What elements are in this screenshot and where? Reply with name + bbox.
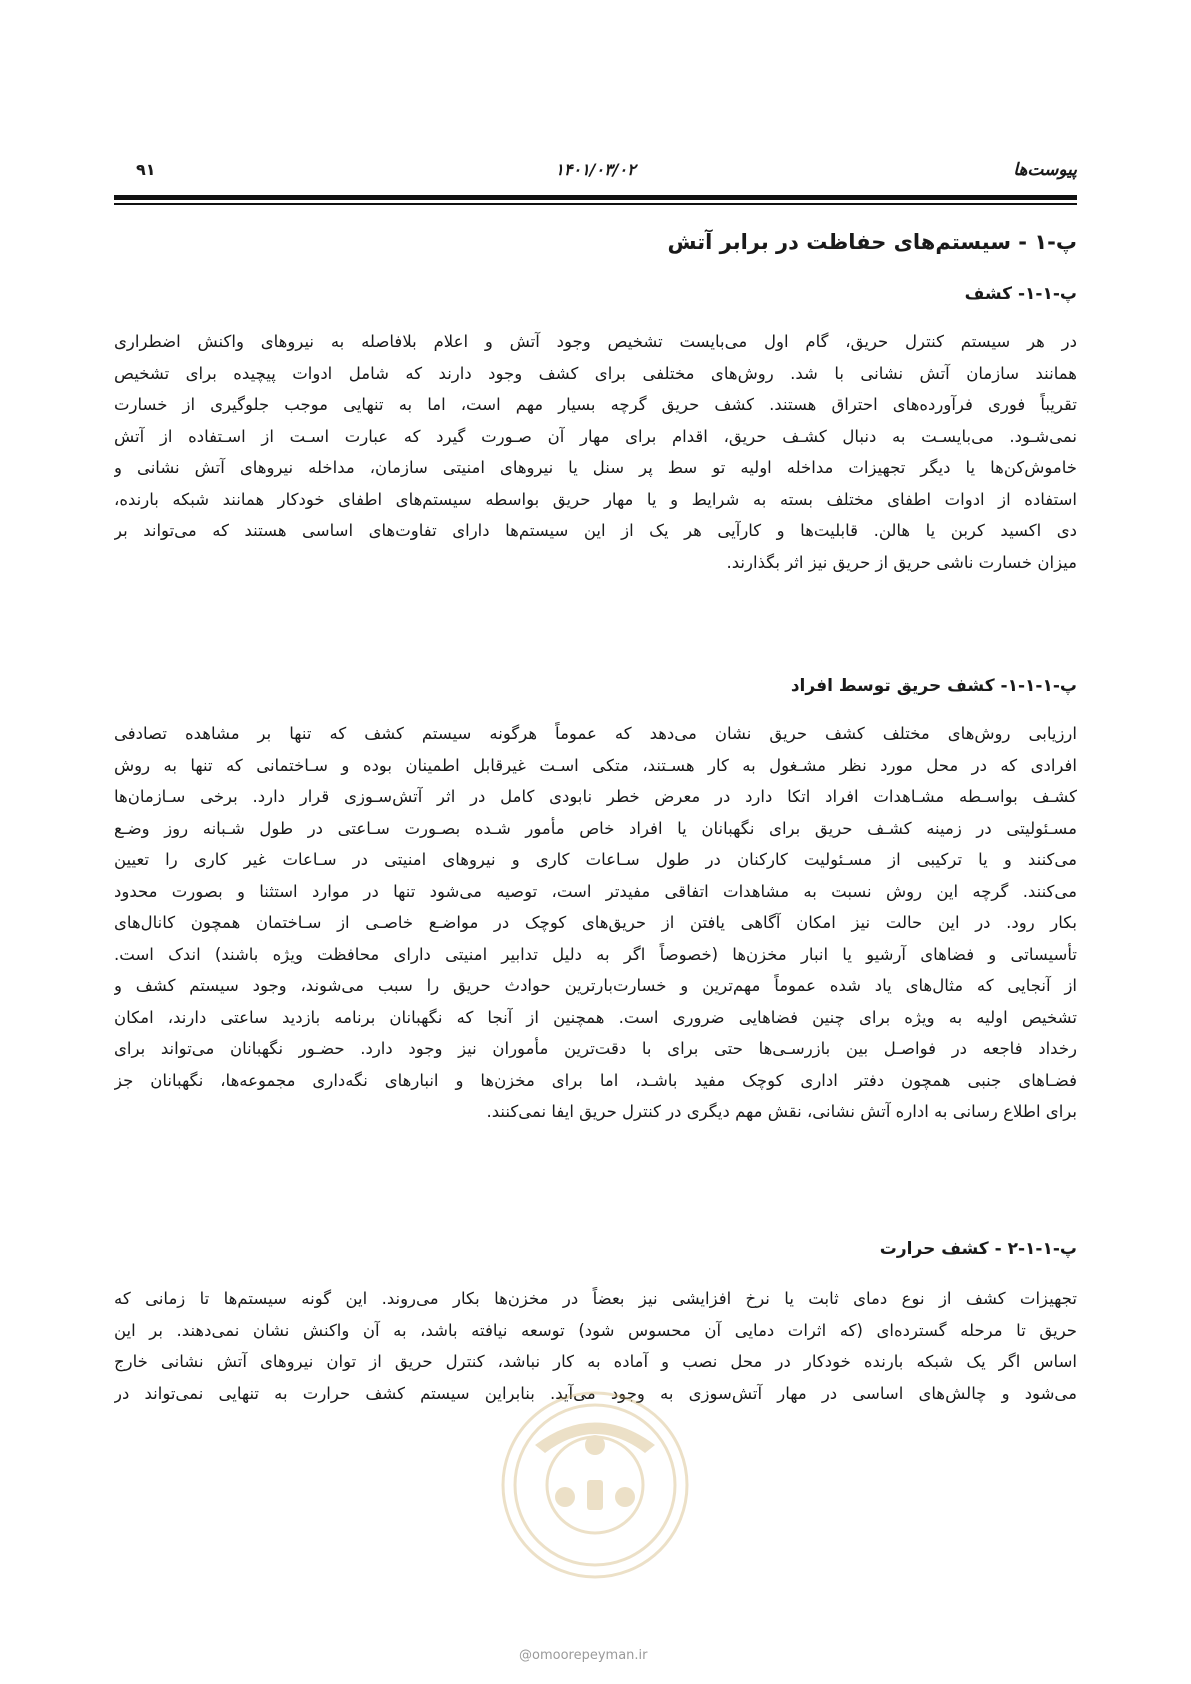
text-line: بکار رود. در این حالت نیز امکان آگاهی یافتن از حریق‌های کوچک در مواضـع خاصـی از سـاختمان همچون کانال‌های <box>114 913 1077 932</box>
text-line: کشـف بواسـطه مشـاهدات افراد اتکا دارد در معرض خطر نابودی کامل در اثر آتش‌سـوزی قرار دارد. برخی سـازمان‌ها <box>114 787 1077 806</box>
text-line: فضـاهای جنبی همچون دفتر اداری کوچک مفید باشـد، اما برای مخزن‌ها و انبارهای نگه‌داری مجموعه‌ها، نگهبانان جز <box>114 1070 1077 1090</box>
text-line: تشخیص اولیه به ویژه برای چنین فضاهایی ضروری است. همچنین از آنجا که نگهبانان برنامه بازدید ساعتی دارند، امکان <box>114 1007 1077 1027</box>
text-line: می‌شود و چالش‌های اساسی در مهار آتش‌سوزی به وجود می‌آید. بنابراین سیستم کشف حرارت به تنهایی نمی‌تواند در <box>114 1383 1077 1403</box>
text-line: تأسیساتی و فضاهای آرشیو یا انبار مخزن‌ها (خصوصاً اگر به دلیل تدابیر امنیتی دارای محافظت ویژه باشند) اندک است. <box>114 944 1077 964</box>
text-line: برای اطلاع رسانی به اداره آتش نشانی، نقش مهم دیگری در کنترل حریق ایفا نمی‌کنند. <box>486 1102 1077 1121</box>
paragraph-detection <box>114 326 1077 578</box>
subsection-heading-heat-detection: پ-۱-۱-۲ - کشف حرارت <box>879 1239 1077 1259</box>
page-number: ۹۱ <box>136 160 156 179</box>
header-date: ۱۴۰۱/۰۳/۰۲ <box>555 160 636 179</box>
text-line: می‌کنند. گرچه این روش نسبت به مشاهدات اتفاقی مفیدتر است، توصیه می‌شود تنها در موارد استثنا و بصورت محدود <box>114 881 1077 901</box>
subsection-heading-detection-by-people: پ-۱-۱-۱- کشف حریق توسط افراد <box>790 676 1077 696</box>
subsection-heading-detection: پ-۱-۱- کشف <box>964 284 1077 304</box>
page-header <box>114 160 1077 182</box>
text-line: دی اکسید کربن یا هالن. قابلیت‌ها و کارآیی هر یک از این سیستم‌ها دارای تفاوت‌های اساسی هستند که می‌تواند بر <box>114 521 1077 540</box>
paragraph-detection-by-people <box>114 718 1077 1128</box>
text-line: ارزیابی روش‌های مختلف کشف حریق نشان می‌دهد که عموماً هرگونه سیستم کشف که تنها بر مشاهده تصادفی <box>114 724 1077 743</box>
header-rule-thin <box>114 203 1077 205</box>
text-line: در هر سیستم کنترل حریق، گام اول می‌بایست تشخیص وجود آتش و اعلام بلافاصله به نیروهای واکنش اضطراری <box>114 332 1077 351</box>
header-section-title: پیوست‌ها <box>1013 160 1077 180</box>
text-line: می‌کنند و یا ترکیبی از مسـئولیت کارکنان در طول سـاعات کاری و نیروهای امنیتی در سـاعات غیر کاری را تعیین <box>114 850 1077 869</box>
omoore-peyman-seal-logo-icon <box>495 1385 695 1585</box>
text-line: همانند سازمان آتش نشانی با شد. روش‌های مختلفی برای کشف وجود دارند که شامل ادوات پیچیده برای تشخیص <box>114 363 1077 383</box>
text-line: مسـئولیتی در زمینه کشـف حریق برای نگهبانان یا افراد خاص مأمور شـده بصـورت سـاعتی در طول شـبانه روز وضـع <box>114 818 1077 838</box>
text-line: اساس اگر یک شبکه بارنده خودکار در محل نصب و آماده به کار نباشد، کنترل حریق از توان نیروهای آتش نشانی خارج <box>114 1352 1077 1371</box>
text-line: خاموش‌کن‌ها یا دیگر تجهیزات مداخله اولیه تو سط پر سنل یا نیروهای امنیتی سازمان، مداخله نیروهای آتش نشانی و <box>114 458 1077 477</box>
text-line: استفاده از ادوات اطفای مختلف بسته به شرایط و یا مهار حریق بواسطه سیستم‌های اطفای خودکار همانند شبکه بارنده، <box>114 489 1077 509</box>
text-line: میزان خسارت ناشی حریق از حریق نیز اثر بگذارند. <box>726 552 1077 572</box>
header-rule-thick <box>114 195 1077 200</box>
section-title: پ-۱ - سیستم‌های حفاظت در برابر آتش <box>667 230 1077 254</box>
text-line: از آنجایی که مثال‌های یاد شده عموماً مهم‌ترین و خسارت‌بارترین حوادث حریق را سبب می‌شوند، وجود سیستم کشف و <box>114 976 1077 995</box>
text-line: رخداد فاجعه در فواصـل بین بازرسـی‌ها حتی برای با دقت‌ترین مأموران نیز وجود دارد. حضـور نگهبانان می‌تواند برای <box>114 1039 1077 1058</box>
watermark-url: @omoorepeyman.ir <box>519 1648 648 1663</box>
text-line: افرادی که در محل مورد نظر مشـغول به کار هسـتند، متکی اسـت غیرقابل اطمینان بوده و سـاختمانی که تنها به روش <box>114 755 1077 775</box>
text-line: تقریباً فوری فرآورده‌های احتراق هستند. کشف حریق گرچه بسیار مهم است، اما به تنهایی موجب جلوگیری از خسارت <box>114 395 1077 414</box>
text-line: تجهیزات کشف از نوع دمای ثابت یا نرخ افزایشی نیز بعضاً در مخزن‌ها بکار می‌روند. این گونه سیستم‌ها تا زمانی که <box>114 1289 1077 1308</box>
text-line: نمی‌شـود. می‌بایسـت به دنبال کشـف حریق، اقدام برای مهار آن صـورت گیرد که عبارت اسـت از اسـتفاده از آتش <box>114 426 1077 446</box>
text-line: حریق تا مرحله گسترده‌ای (که اثرات دمایی آن محسوس شود) توسعه نیافته باشد، به آن واکنش نشان نمی‌دهند. بر این <box>114 1320 1077 1340</box>
